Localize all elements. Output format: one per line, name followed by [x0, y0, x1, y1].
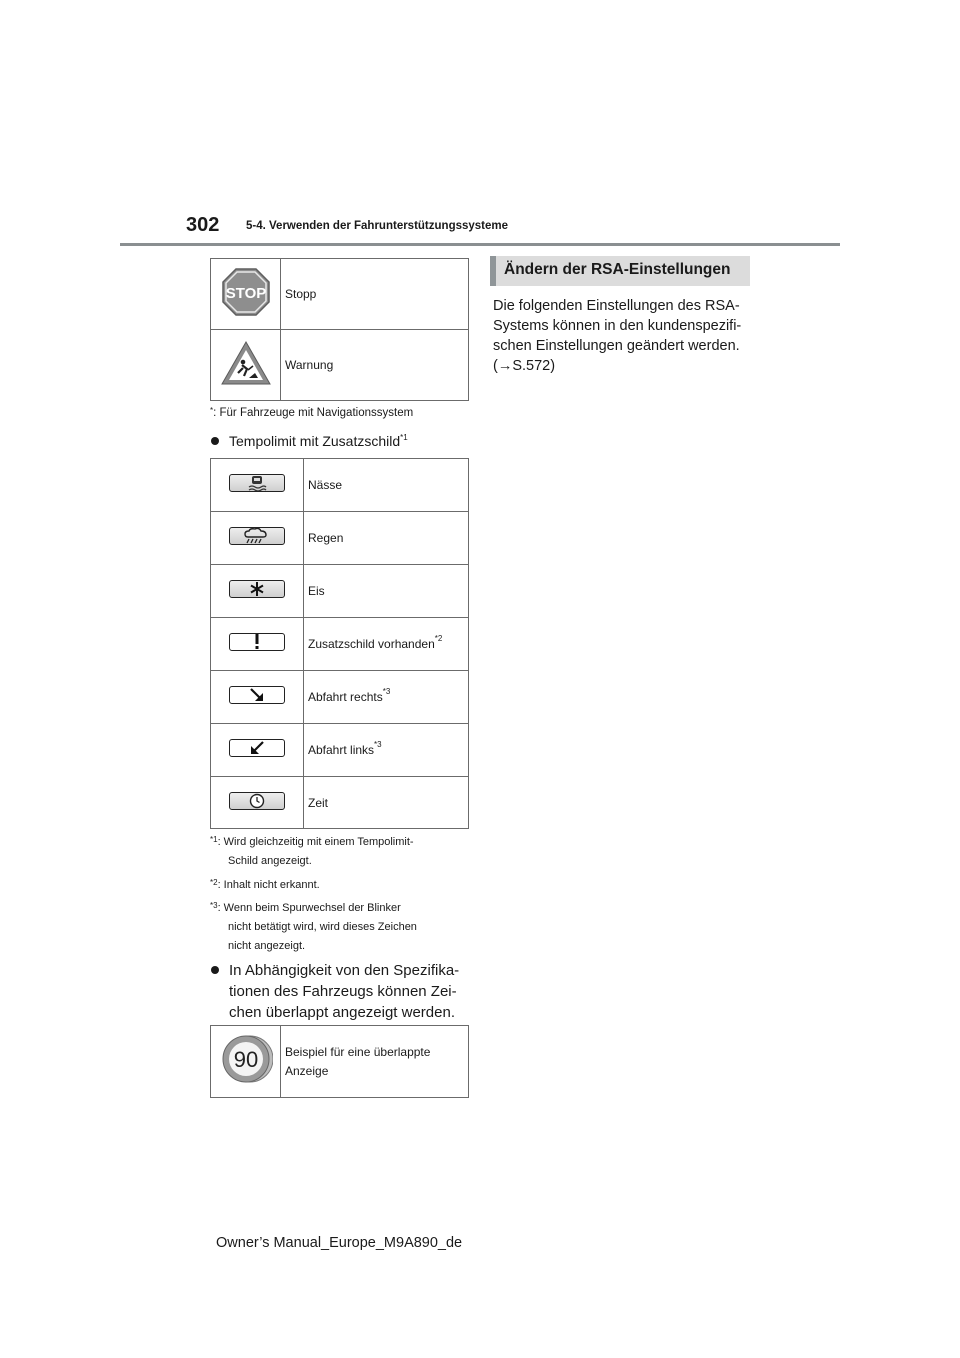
sign-label: Stopp [281, 259, 469, 330]
table-row [211, 565, 469, 618]
sign-label: Regen [304, 512, 469, 565]
arrow-down-left-icon [229, 739, 285, 757]
rain-cloud-icon [229, 527, 285, 545]
sign-label: Abfahrt rechts$^{*3}$ [304, 671, 469, 724]
footnote-3: $^{*3}$: Wenn beim Spurwechsel der Blinker nicht betätigt wird, wird dieses Zeichen nicht angezeigt. [210, 901, 417, 952]
section-title: 5-4. Verwenden der Fahrunterstützungssysteme [246, 220, 509, 232]
bullet-icon [211, 966, 219, 974]
table-row [211, 1026, 469, 1098]
bullet-overlap: In Abhängigkeit von den Spezifika- tionen des Fahrzeugs können Zei- chen überlappt angezeigt werden. [211, 960, 476, 1023]
rsa-settings-text: Die folgenden Einstellungen des RSA- Systems können in den kundenspezifi- schen Einstellungen geändert werden. (→S.572) [493, 296, 753, 376]
roadworks-warning-icon [220, 340, 272, 386]
table-row [211, 777, 469, 829]
arrow-down-right-icon [229, 686, 285, 704]
footnote-2: $^{*2}$: Inhalt nicht erkannt. [210, 878, 320, 891]
footnote-navigation: *: Für Fahrzeuge mit Navigationssystem [210, 406, 414, 419]
clock-icon [229, 792, 285, 810]
table-row [211, 671, 469, 724]
bullet-icon [211, 437, 219, 445]
sign-label: Nässe [304, 459, 469, 512]
header-divider [120, 243, 840, 246]
svg-text:STOP: STOP [225, 284, 266, 302]
signs-table-stop-warning [210, 258, 469, 401]
arrow-right-icon: → [497, 358, 513, 374]
table-row [211, 259, 469, 330]
sign-label: Zusatzschild vorhanden$^{*2}$ [304, 618, 469, 671]
stop-sign-icon [221, 267, 271, 317]
sign-label: Beispiel für eine überlappte Anzeige [281, 1026, 469, 1098]
bullet-tempolimit: Tempolimit mit Zusatzschild$^{*1}$ [211, 431, 408, 451]
wet-road-icon [229, 474, 285, 492]
footer-text: Owner’s Manual_Europe_M9A890_de [216, 1235, 463, 1251]
table-row [211, 330, 469, 401]
speed-limit-value: 90 [233, 1047, 258, 1072]
signs-table-supplementary [210, 458, 469, 829]
speed-limit-overlap-icon [219, 1032, 273, 1086]
page-number: 302 [186, 214, 220, 236]
sign-label: Abfahrt links$^{*3}$ [304, 724, 469, 777]
sign-label: Warnung [281, 330, 469, 401]
sign-label: Eis [304, 565, 469, 618]
footnote-1: $^{*1}$: Wird gleichzeitig mit einem Tempolimit- Schild angezeigt. [210, 835, 414, 867]
table-row [211, 724, 469, 777]
sign-label: Zeit [304, 777, 469, 829]
rsa-settings-heading: Ändern der RSA-Einstellungen [490, 256, 750, 286]
table-row [211, 618, 469, 671]
snowflake-icon [229, 580, 285, 598]
signs-table-overlap [210, 1025, 469, 1098]
table-row [211, 512, 469, 565]
table-row [211, 459, 469, 512]
exclamation-icon [229, 633, 285, 651]
page-reference[interactable]: (→S.572) [493, 358, 556, 374]
